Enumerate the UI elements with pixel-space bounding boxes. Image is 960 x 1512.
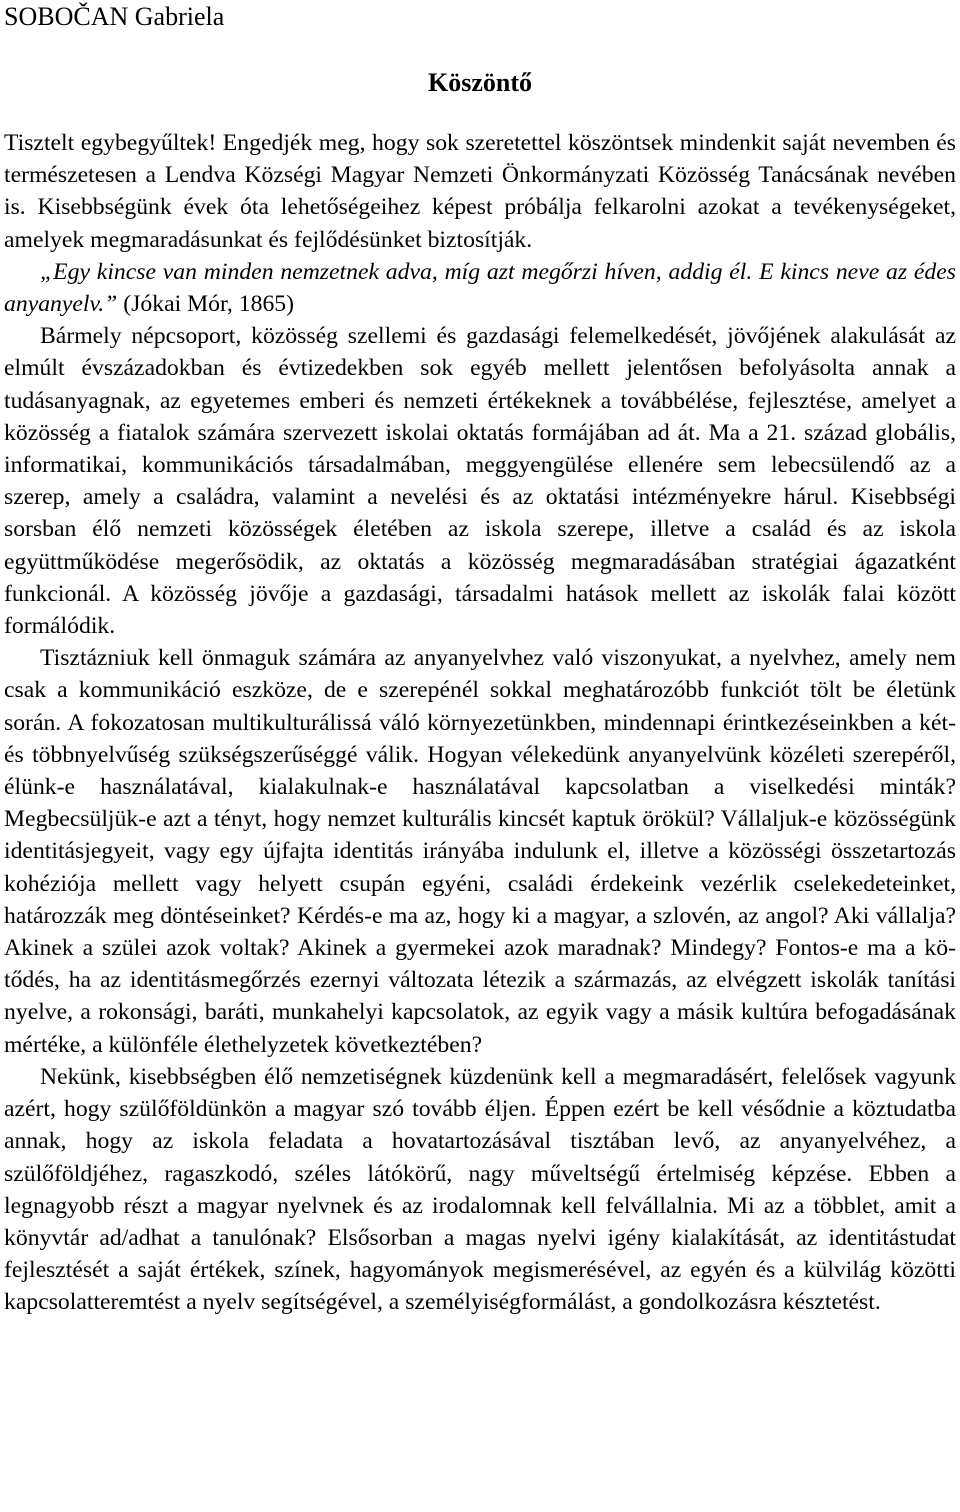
paragraph-mother-tongue: Tisztázniuk kell önmaguk számára az anyanyelvhez való viszonyukat, a nyelvhez, amely nem csak a kommunikáció eszköze, de e szerepénél sokkal meghatározóbb funkciót tölt be életünk során. A fokozatosan multikulturálissá váló környezetünkben, mindennapi érintkezéseinkben a két- és többnyelvűség szükségszerűséggé válik. Hogyan vélekedünk anyanyelvünk közéleti szerepéről, élünk-e használatával, kialakulnak-e használatával kapcsolatban a viselkedési minták? Megbecsüljük-e azt a tényt, hogy nemzet kulturális kincsét kaptuk örökül? Vállaljuk-e közösségünk identitásjegyeit, vagy egy újfajta identitás irányába indulunk el, illetve a közösségi összetartozás kohéziója mellett vagy helyett csupán egyéni, családi érdekeink vezérlik cselekedeteinket, határozzák meg döntéseinket? Kérdés-e ma az, hogy ki a magyar, a szlovén, az angol? Aki vállalja? Akinek a szülei azok voltak? Akinek a gyermekei azok maradnak? Mindegy? Fontos-e ma a kötődés, ha az identitásmegőrzés ezernyi változata létezik a származás, az elvégzett iskolák tanítási nyelve, a rokonsági, baráti, munkahelyi kapcsolatok, az egyik vagy a másik kultúra befogadásának mértéke, a különféle élethelyzetek következtében? [4, 645, 956, 1058]
author-name: SOBOČAN Gabriela [4, 2, 225, 31]
document-title: Köszöntő [428, 68, 532, 97]
jokai-quote: „Egy kincse van minden nemzetnek adva, míg azt megőrzi híven, addig él. E kincs neve az édes anyanyelv.” [4, 258, 956, 318]
paragraph-minority: Nekünk, kisebbségben élő nemzetiségnek küzdenünk kell a megmaradásért, felelősek vagyunk azért, hogy szülőföldünkön a magyar szó tovább éljen. Éppen ezért be kell vésődnie a köztudatba annak, hogy az iskola feladata a hovatartozásával tisztában levő, az anyanyelvéhez, a szülőföldjéhez, ragaszkodó, széles látókörű, nagy műveltségű értelmiség képzése. Ebben a legnagyobb részt a magyar nyelvnek és az irodalomnak kell felvállalnia. Mi az a többlet, amit a könyvtár ad/adhat a tanulónak? Elsősorban a magas nyelvi igény kialakítását, az identitástudat fejlesztését a saját értékek, színek, hagyományok megismerésével, az egyén és a külvilág közötti kapcsolatteremtést a nyelv segítségével, a személyiségformálást, a gondolkozásra késztetést. [4, 1063, 956, 1316]
quote-citation: (Jókai Mór, 1865) [117, 291, 295, 318]
document-body [4, 127, 956, 1319]
paragraph-greeting: Tisztelt egybegyűltek! Engedjék meg, hogy sok szeretettel köszöntsek mindenkit saját nevemben és természetesen a Lendva Községi Magyar Nemzeti Önkormányzati Közösség Tanácsának nevében is. Kisebbségünk évek óta lehetőségeihez képest próbálja felkarolni azokat a tevékenységeket, amelyek megmaradásunkat és fejlődésünket biztosítják. [4, 130, 956, 253]
paragraph-quote [4, 256, 956, 320]
paragraph-community: Bármely népcsoport, közösség szellemi és gazdasági felemelkedését, jövőjének alakulását az elmúlt évszázadokban és évtizedekben sok egyéb mellett jelentősen befolyásolta annak a tudásanyagnak, az egyetemes emberi és nemzeti értékeknek a továbbélése, fejlesztése, amelyet a közösség a fiatalok számára szervezett iskolai oktatás formájában ad át. Ma a 21. század globális, informatikai, kommunikációs társadalmában, meggyengülése ellenére sem lebecsülendő az a szerep, amely a családra, valamint a nevelési és az oktatási intézményekre hárul. Kisebbségi sorsban élő nemzeti közösségek életében az iskola szerepe, illetve a család és az iskola együttműködése megerősödik, az oktatás a közösség megmaradásában stratégiai ágazatként funkcionál. A közösség jövője a gazdasági, társadalmi hatások mellett az iskolák falai között formálódik. [4, 323, 956, 640]
